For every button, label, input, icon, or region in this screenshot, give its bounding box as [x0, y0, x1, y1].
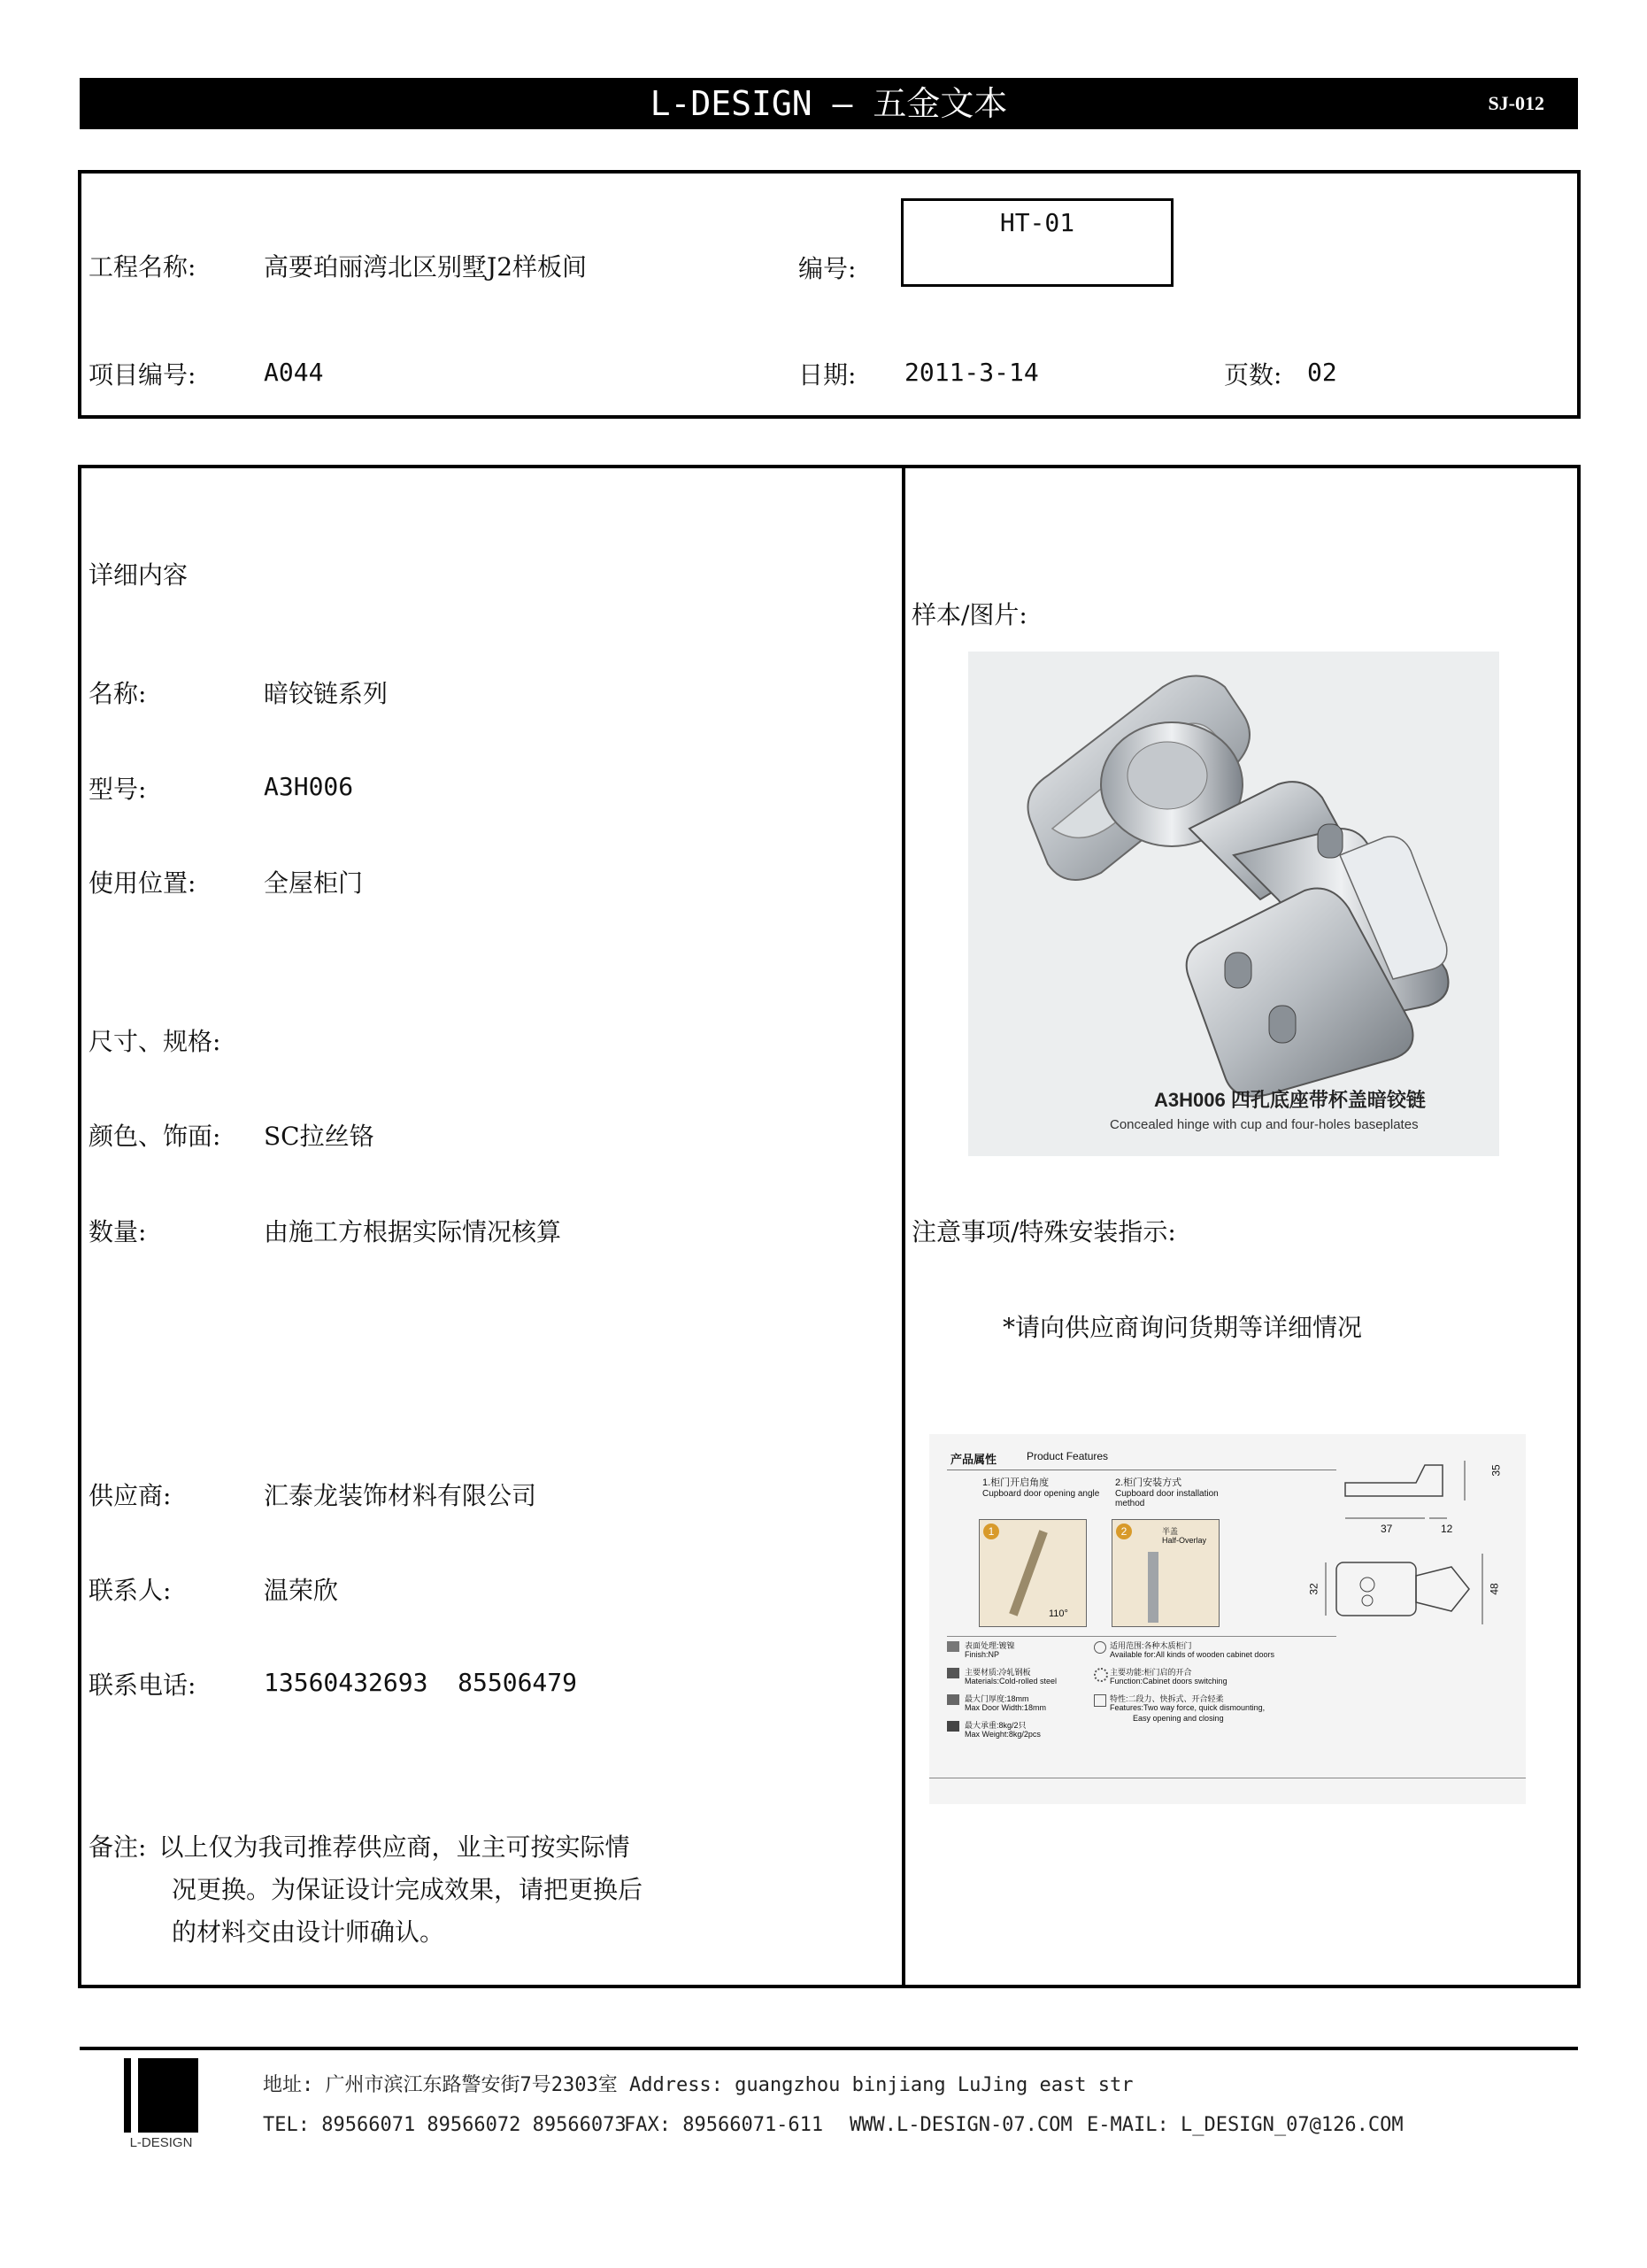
door-leaf-icon — [1009, 1530, 1048, 1616]
quantity-value: 由施工方根据实际情况核算 — [264, 1217, 562, 1246]
remark — [89, 1826, 643, 1954]
project-name-label: 工程名称: — [89, 252, 196, 282]
contact-value: 温荣欣 — [264, 1576, 339, 1605]
feature-function-cn: 主要功能:柜门启的开合 — [1110, 1668, 1192, 1677]
footer-tel: TEL: 89566071 89566072 89566073 — [263, 2114, 627, 2136]
number-value: HT-01 — [901, 198, 1174, 287]
supplier-label: 供应商: — [89, 1481, 172, 1510]
model-label: 型号: — [89, 775, 147, 804]
date-label: 日期: — [798, 360, 857, 390]
instruction-text: *请向供应商询问货期等详细情况 — [1003, 1313, 1363, 1342]
name-label: 名称: — [89, 679, 147, 708]
size-label: 尺寸、规格: — [89, 1027, 221, 1056]
location-value: 全屋柜门 — [264, 868, 364, 898]
dim-35: 35 — [1489, 1464, 1503, 1477]
logo-block — [138, 2058, 198, 2133]
project-name: 高要珀丽湾北区别墅J2样板间 — [264, 252, 588, 282]
photo-caption-en: Concealed hinge with cup and four-holes baseplates — [1110, 1117, 1419, 1132]
spec-title-cn: 产品属性 — [950, 1453, 997, 1466]
features-rule — [947, 1636, 1336, 1637]
feature-door-width-en: Max Door Width:18mm — [965, 1703, 1047, 1712]
step-2-badge: 2 — [1116, 1524, 1132, 1539]
contact-label: 联系人: — [89, 1576, 172, 1605]
feature-scope-en: Available for:All kinds of wooden cabinet doors — [1110, 1650, 1274, 1659]
feature-door-width-cn: 最大门厚度:18mm — [965, 1694, 1029, 1703]
remark-label: 备注: — [89, 1832, 147, 1862]
page-label: 页数: — [1224, 360, 1282, 390]
feature-function-en: Function:Cabinet doors switching — [1110, 1677, 1228, 1686]
footer-rule — [80, 2047, 1578, 2050]
remark-line-3: 的材料交由设计师确认。 — [172, 1917, 445, 1947]
spec-col2-en: Cupboard door installation method — [1115, 1489, 1219, 1508]
footer-email[interactable]: E-MAIL: L_DESIGN_07@126.COM — [1087, 2114, 1404, 2136]
feature-finish-en: Finish:NP — [965, 1650, 1000, 1659]
overlay-en: Half-Overlay — [1162, 1536, 1207, 1545]
finish-label: 颜色、饰面: — [89, 1122, 221, 1151]
material-icon — [947, 1668, 959, 1678]
section-title: 详细内容 — [89, 560, 189, 590]
location-label: 使用位置: — [89, 868, 196, 898]
function-gear-icon — [1094, 1668, 1108, 1682]
spec-col1-en: Cupboard door opening angle — [982, 1489, 1100, 1499]
feature-features-cn: 特性:二段力、快拆式、开合轻柔 — [1110, 1694, 1224, 1703]
footer-fax: FAX: 89566071-611 — [624, 2114, 824, 2136]
project-no: A044 — [264, 358, 324, 387]
sample-label: 样本/图片: — [912, 600, 1027, 629]
feature-scope-cn: 适用范围:各种木质柜门 — [1110, 1641, 1192, 1650]
remark-line-2: 况更换。为保证设计完成效果，请把更换后 — [172, 1875, 643, 1904]
model-value: A3H006 — [264, 772, 354, 801]
spec-col2-cn: 2.柜门安装方式 — [1115, 1477, 1182, 1488]
overlay-cn: 半盖 — [1162, 1527, 1179, 1536]
document-code: SJ-012 — [1488, 92, 1544, 114]
page-value: 02 — [1307, 358, 1337, 387]
dim-37: 37 — [1381, 1523, 1393, 1535]
installation-panel — [1112, 1519, 1220, 1627]
angle-value: 110° — [1049, 1608, 1068, 1619]
dim-48: 48 — [1488, 1583, 1501, 1595]
spec-col1-cn: 1.柜门开启角度 — [982, 1477, 1050, 1488]
scope-icon — [1094, 1641, 1106, 1654]
feature-features-en-2: Easy opening and closing — [1133, 1714, 1224, 1723]
features-icon — [1094, 1694, 1106, 1707]
weight-icon — [947, 1721, 959, 1732]
logo-wordmark: L-DESIGN — [129, 2135, 193, 2150]
instruction-label: 注意事项/特殊安装指示: — [912, 1217, 1176, 1246]
feature-weight-cn: 最大承重:8kg/2只 — [965, 1721, 1027, 1730]
dim-12: 12 — [1441, 1523, 1453, 1535]
feature-material-en: Materials:Cold-rolled steel — [965, 1677, 1058, 1686]
photo-caption-cn: A3H006 四孔底座带杯盖暗铰链 — [1154, 1089, 1426, 1111]
name-value: 暗铰链系列 — [264, 679, 389, 708]
header-bar — [80, 78, 1578, 129]
footer-website[interactable]: WWW.L-DESIGN-07.COM — [850, 2114, 1073, 2136]
hinge-side-icon — [1148, 1552, 1158, 1623]
feature-finish-cn: 表面处理:镀镍 — [965, 1641, 1015, 1650]
supplier-value: 汇泰龙装饰材料有限公司 — [264, 1481, 537, 1510]
finish-swatch-icon — [947, 1641, 959, 1652]
hinge-illustration — [968, 652, 1499, 1156]
remark-line-1: 以上仅为我司推荐供应商，业主可按实际情 — [158, 1832, 630, 1862]
door-width-icon — [947, 1694, 959, 1705]
date-value: 2011-3-14 — [904, 358, 1039, 387]
logo-bar — [124, 2058, 131, 2133]
spec-sheet-image — [929, 1434, 1526, 1804]
dim-32: 32 — [1307, 1583, 1320, 1595]
opening-angle-panel — [979, 1519, 1087, 1627]
footer-address: 地址: 广州市滨江东路警安街7号2303室 Address: guangzhou binjiang LuJing east str — [263, 2074, 1134, 2096]
phone-label: 联系电话: — [89, 1670, 196, 1700]
column-divider — [902, 465, 905, 1988]
feature-features-en: Features:Two way force, quick dismounting, — [1110, 1703, 1266, 1712]
step-1-badge: 1 — [983, 1524, 999, 1539]
spec-title-en: Product Features — [1027, 1450, 1109, 1462]
document-title: L-DESIGN — 五金文本 — [650, 84, 1008, 123]
feature-weight-en: Max Weight:8kg/2pcs — [965, 1730, 1041, 1739]
phone-value: 13560432693 85506479 — [264, 1668, 578, 1697]
hinge-photo — [968, 652, 1499, 1156]
company-logo — [124, 2058, 198, 2133]
feature-material-cn: 主要材质:冷轧钢板 — [965, 1668, 1031, 1677]
project-no-label: 项目编号: — [89, 360, 196, 390]
finish-value: SC拉丝铬 — [264, 1122, 374, 1151]
quantity-label: 数量: — [89, 1217, 147, 1246]
number-label: 编号: — [798, 254, 857, 283]
